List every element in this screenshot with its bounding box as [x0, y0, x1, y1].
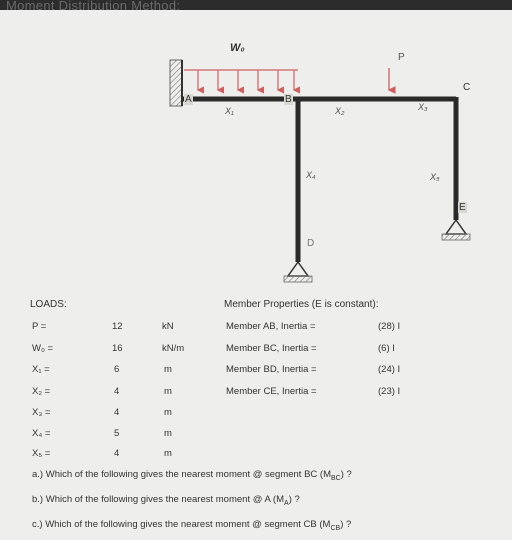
dim-label-x4: X₄	[306, 170, 316, 180]
question-a: a.) Which of the following gives the nearest moment @ segment BC $(M_{BC})$ ?	[32, 469, 352, 482]
fixed-support-a	[170, 60, 182, 106]
dim-label-x1: X₁	[225, 106, 234, 116]
load-unit: m	[164, 386, 172, 397]
load-unit: kN/m	[162, 343, 185, 354]
load-value: 4	[114, 407, 120, 418]
node-label-c: C	[463, 82, 471, 93]
load-value: 6	[114, 364, 120, 375]
distributed-load	[184, 70, 298, 90]
load-value: 16	[112, 343, 123, 354]
load-label-w0: W₀	[230, 42, 245, 54]
property-value: (24) I	[378, 364, 401, 375]
node-label-e: E	[459, 202, 466, 213]
dim-label-x2: X₂	[335, 106, 345, 116]
member-properties-title: Member Properties (E is constant):	[224, 299, 379, 310]
property-label: Member BC, Inertia =	[226, 343, 317, 354]
load-unit: m	[164, 448, 172, 459]
dim-label-x3: X₃	[418, 102, 428, 112]
load-name: X₅ =	[32, 448, 51, 459]
load-value: 4	[114, 448, 120, 459]
load-name: X₂ =	[32, 386, 51, 397]
load-name: X₁ =	[32, 364, 50, 375]
page-heading: Moment Distribution Method:	[6, 0, 181, 13]
dim-label-x5: X₅	[430, 172, 440, 182]
frame-diagram	[0, 10, 512, 300]
node-label-a: A	[185, 94, 192, 105]
load-unit: m	[164, 364, 172, 375]
node-label-d: D	[307, 238, 315, 249]
load-unit: m	[164, 407, 172, 418]
pin-support-d	[284, 262, 312, 282]
load-name: W₀ =	[32, 343, 54, 354]
property-label: Member BD, Inertia =	[226, 364, 317, 375]
property-value: (6) I	[378, 343, 395, 354]
load-value: 4	[114, 386, 120, 397]
loads-title: LOADS:	[30, 299, 67, 310]
property-value: (28) I	[378, 321, 401, 332]
property-label: Member AB, Inertia =	[226, 321, 316, 332]
property-value: (23) I	[378, 386, 401, 397]
pin-support-e	[442, 220, 470, 240]
load-value: 5	[114, 428, 120, 439]
question-b: b.) Which of the following gives the nearest moment @ A $(M_A)$ ?	[32, 494, 300, 507]
load-value: 12	[112, 321, 123, 332]
load-name: X₃ =	[32, 407, 51, 418]
point-load-label: P	[398, 52, 405, 63]
question-c: c.) Which of the following gives the nearest moment @ segment CB $(M_{CB})$ ?	[32, 519, 352, 532]
load-name: X₄ =	[32, 428, 51, 439]
load-name: P =	[32, 321, 47, 332]
property-label: Member CE, Inertia =	[226, 386, 317, 397]
load-unit: kN	[162, 321, 174, 332]
load-unit: m	[164, 428, 172, 439]
node-label-b: B	[285, 94, 292, 105]
